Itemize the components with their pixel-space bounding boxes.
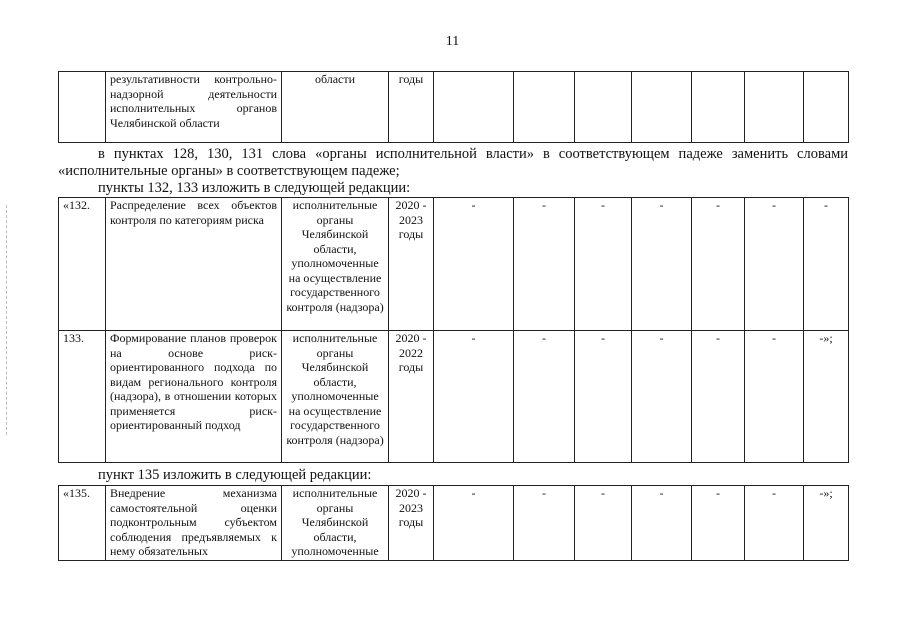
table-row xyxy=(59,72,849,143)
margin-rule xyxy=(6,205,8,435)
cell-num: «132. xyxy=(59,198,106,331)
cell-value: - xyxy=(632,331,692,463)
cell-empty xyxy=(745,72,804,143)
cell-value: - xyxy=(632,198,692,331)
cell-term: годы xyxy=(389,72,434,143)
cell-empty xyxy=(514,72,575,143)
amendment-text-2 xyxy=(58,467,848,484)
table-132-133 xyxy=(58,197,849,463)
amendment-text-1 xyxy=(58,146,848,197)
cell-empty xyxy=(632,72,692,143)
paragraph: пункт 135 изложить в следующей редакции: xyxy=(98,467,372,483)
cell-value: - xyxy=(692,331,745,463)
paragraph: пункты 132, 133 изложить в следующей редакции: xyxy=(98,180,411,196)
cell-term: 2020 - 2022 годы xyxy=(389,331,434,463)
cell-empty xyxy=(804,72,849,143)
cell-value: - xyxy=(745,331,804,463)
cell-value: - xyxy=(804,198,849,331)
cell-num: «135. xyxy=(59,486,106,561)
cell-text: результативности контрольно-надзорной деятельности исполнительных органов Челябинской области xyxy=(106,72,282,143)
cell-value: - xyxy=(745,486,804,561)
table-row xyxy=(59,331,849,463)
cell-value: -»; xyxy=(804,486,849,561)
cell-num xyxy=(59,72,106,143)
cell-num: 133. xyxy=(59,331,106,463)
cell-empty xyxy=(434,72,514,143)
cell-text: Формирование планов проверок на основе риск-ориентированного подхода по видам регионального контроля (надзора), в отношении которых применяется риск-ориентированный подход xyxy=(106,331,282,463)
table-row xyxy=(59,486,849,561)
cell-org: исполнительные органы Челябинской области, уполномоченные на осуществление государственного контроля (надзора) xyxy=(282,198,389,331)
table-135 xyxy=(58,485,849,561)
cell-org: области xyxy=(282,72,389,143)
cell-value: -»; xyxy=(804,331,849,463)
cell-org: исполнительные органы Челябинской области, уполномоченные xyxy=(282,486,389,561)
cell-value: - xyxy=(745,198,804,331)
cell-text: Распределение всех объектов контроля по категориям риска xyxy=(106,198,282,331)
table-row xyxy=(59,198,849,331)
cell-value: - xyxy=(575,198,632,331)
cell-empty xyxy=(575,72,632,143)
table-continuation xyxy=(58,71,849,143)
cell-value: - xyxy=(434,198,514,331)
cell-value: - xyxy=(434,331,514,463)
cell-value: - xyxy=(632,486,692,561)
cell-value: - xyxy=(575,486,632,561)
cell-value: - xyxy=(514,486,575,561)
cell-text: Внедрение механизма самостоятельной оценки подконтрольным субъектом соблюдения предъявляемых к нему обязательных xyxy=(106,486,282,561)
paragraph: в пунктах 128, 130, 131 слова «органы исполнительной власти» в соответствующем падеже заменить словами «исполнительные органы» в соответствующем падеже; xyxy=(58,146,848,179)
cell-org: исполнительные органы Челябинской области, уполномоченные на осуществление государственного контроля (надзора) xyxy=(282,331,389,463)
cell-term: 2020 - 2023 годы xyxy=(389,486,434,561)
cell-value: - xyxy=(692,486,745,561)
cell-value: - xyxy=(434,486,514,561)
cell-value: - xyxy=(514,331,575,463)
cell-value: - xyxy=(575,331,632,463)
cell-term: 2020 - 2023 годы xyxy=(389,198,434,331)
page-number: 11 xyxy=(445,34,460,49)
cell-empty xyxy=(692,72,745,143)
cell-value: - xyxy=(692,198,745,331)
cell-value: - xyxy=(514,198,575,331)
